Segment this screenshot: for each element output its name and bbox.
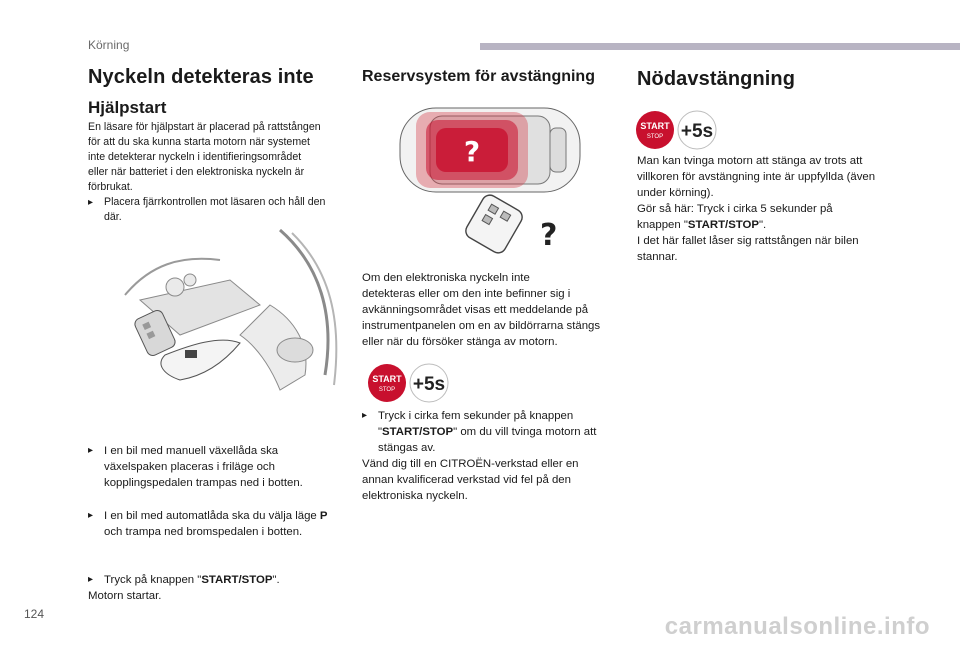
left-bullet-3: ▸ I en bil med automatlåda ska du välja läge P och trampa ned bromspedalen i botten. — [88, 510, 328, 538]
key-fob-icon — [463, 192, 525, 256]
left-intro: En läsare för hjälpstart är placerad på rattstången för att du ska kunna starta motorn när systemet inte detekterar nyckeln i identifieringsområdet eller när batteriet i den elektroniska nyckeln är förbrukat. ▸ Placera fjärrkontrollen mot läsaren och håll den där. — [88, 121, 326, 223]
svg-text:START: START — [640, 121, 670, 131]
middle-title: Reservsystem för avstängning — [362, 68, 595, 85]
page-number: 124 — [24, 607, 45, 621]
middle-bullet: ▸ Tryck i cirka fem sekunder på knappen "START/STOP" om du vill tvinga motorn att stängas av. Vänd dig till en CITROËN-verkstad eller en annan kvalificerad verkstad vid fel på den elektroniska nyckeln. — [362, 410, 597, 502]
section-label: Körning — [88, 38, 130, 52]
question-mark-car: ? — [463, 135, 481, 168]
middle-paragraph: Om den elektroniska nyckeln inte detekteras eller om den inte befinner sig i avkänningsområdet visas ett meddelande på instrumentpanelen om en av bildörrarna stängs eller när du försöker stänga av motorn. — [362, 272, 601, 348]
car-detection-illustration — [370, 100, 600, 260]
svg-text:+5s: +5s — [412, 374, 446, 395]
svg-text:STOP: STOP — [378, 387, 396, 393]
left-bullet-2: ▸ I en bil med manuell växellåda ska växelspaken placeras i friläge och kopplingspedalen trampas ned i botten. — [88, 445, 303, 489]
start-stop-icon-right — [635, 110, 725, 155]
svg-text:+5s: +5s — [680, 121, 714, 142]
question-mark-key: ? — [540, 218, 558, 253]
left-title: Nyckeln detekteras inte — [88, 66, 314, 88]
steering-column-illustration — [120, 225, 340, 395]
right-title: Nödavstängning — [637, 68, 796, 90]
svg-text:STOP: STOP — [646, 134, 664, 140]
header-bar — [480, 43, 960, 50]
left-bullet-4: ▸ Tryck på knappen "START/STOP". Motorn startar. — [88, 574, 280, 602]
watermark: carmanualsonline.info — [664, 613, 930, 640]
start-stop-icon-middle — [367, 363, 457, 408]
right-paragraph: Man kan tvinga motorn att stänga av trots att villkoren för avstängning inte är uppfyllda (även under körning). Gör så här: Tryck i cirka 5 sekunder på knappen "START/STOP". I det här fallet låser sig rattstången när bilen stannar. — [637, 155, 876, 263]
svg-text:START: START — [372, 374, 402, 384]
left-subtitle: Hjälpstart — [88, 98, 167, 117]
